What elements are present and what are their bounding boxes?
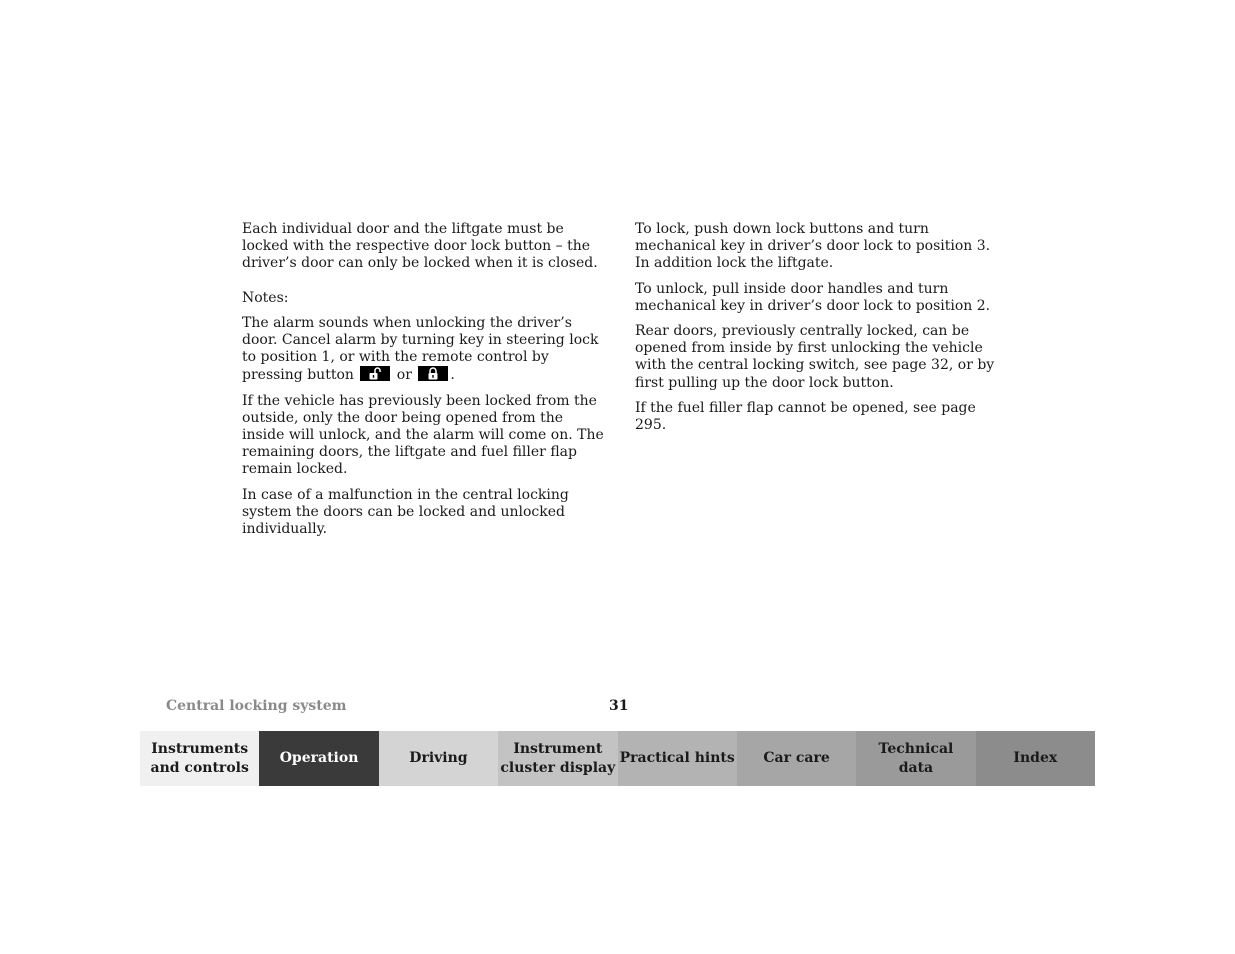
tab-operation[interactable]: Operation (259, 731, 378, 786)
tab-index[interactable]: Index (976, 731, 1095, 786)
tab-driving[interactable]: Driving (379, 731, 498, 786)
page-number: 31 (609, 698, 629, 714)
paragraph-door-lock: Each individual door and the liftgate must be locked with the respective door lock button – the driver’s door can only be locked when it is closed. (242, 221, 598, 272)
right-column (635, 221, 997, 442)
paragraph-rear-doors: Rear doors, previously centrally locked, can be opened from inside by first unlocking the vehicle with the central locking switch, see page 32, or by first pulling up the door lock button. (635, 323, 995, 391)
tab-instrument-cluster-display[interactable]: Instrument cluster display (498, 731, 617, 786)
paragraph-to-lock: To lock, push down lock buttons and turn mechanical key in driver’s door lock to position 3. In addition lock the liftgate. (635, 221, 991, 272)
tab-car-care[interactable]: Car care (737, 731, 856, 786)
unlock-icon (360, 366, 390, 381)
left-column (242, 221, 604, 546)
tab-technical-data[interactable]: Technical data (856, 731, 975, 786)
paragraph-fuel-filler: If the fuel filler flap cannot be opened, see page 295. (635, 399, 976, 434)
alarm-text: The alarm sounds when unlocking the driver’s door. Cancel alarm by turning key in steering lock to position 1, or with the remote control by pressing button (242, 314, 599, 384)
paragraph-malfunction: In case of a malfunction in the central locking system the doors can be locked and unlocked individually. (242, 486, 569, 538)
section-title: Central locking system (166, 698, 347, 714)
paragraph-previously-locked: If the vehicle has previously been locked from the outside, only the door being opened from the inside will unlock, and the alarm will come on. The remaining doors, the liftgate and fuel filler flap remain locked. (242, 392, 604, 478)
lock-icon (418, 366, 448, 381)
tab-practical-hints[interactable]: Practical hints (618, 731, 737, 786)
alarm-end: . (450, 367, 455, 384)
tab-instruments-and-controls[interactable]: Instruments and controls (140, 731, 259, 786)
or-text: or (396, 367, 412, 384)
chapter-nav (140, 731, 1095, 786)
paragraph-to-unlock: To unlock, pull inside door handles and turn mechanical key in driver’s door lock to position 2. (635, 280, 991, 314)
notes-label: Notes: (242, 289, 289, 306)
paragraph-alarm (242, 315, 604, 385)
